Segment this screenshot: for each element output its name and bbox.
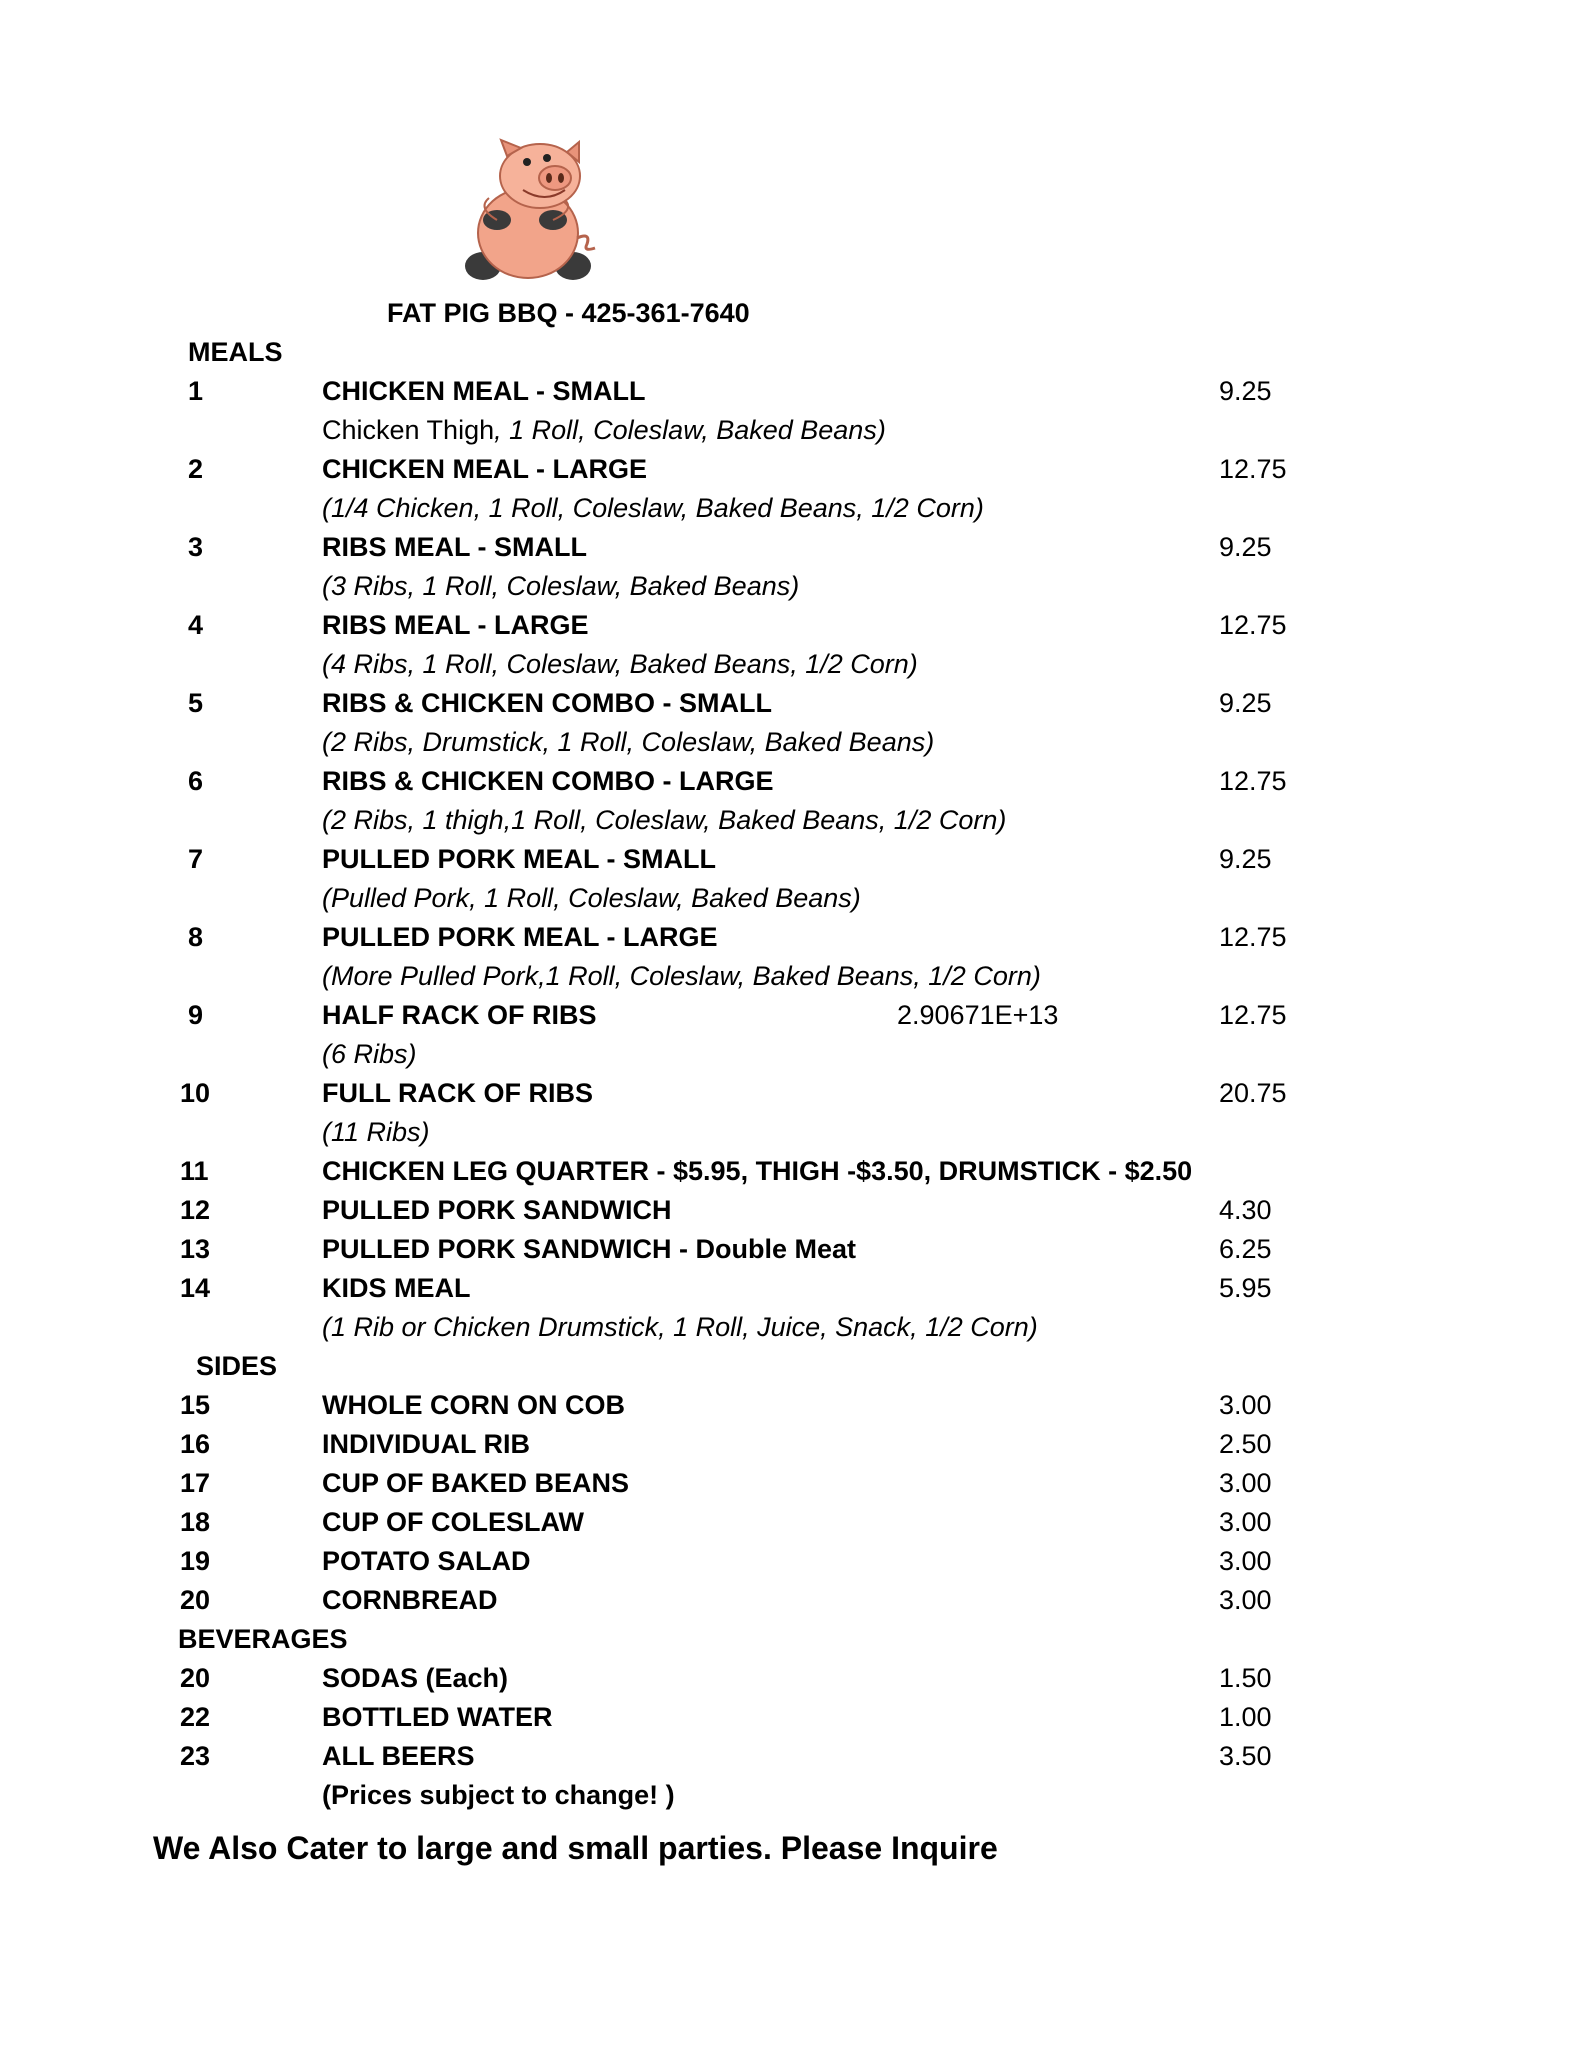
item-price: 5.95: [1219, 1273, 1272, 1303]
cartoon-pig-icon: [455, 138, 615, 288]
item-price: 3.00: [1219, 1507, 1272, 1537]
item-price: 9.25: [1219, 688, 1272, 718]
item-price: 20.75: [1219, 1078, 1287, 1108]
item-name: RIBS & CHICKEN COMBO - LARGE: [322, 766, 774, 796]
item-number: 5: [188, 688, 204, 718]
item-price: 2.50: [1219, 1429, 1272, 1459]
item-name: RIBS MEAL - LARGE: [322, 610, 589, 640]
item-number: 7: [188, 844, 204, 874]
section-heading-beverages: BEVERAGES: [178, 1624, 348, 1654]
item-price: 1.50: [1219, 1663, 1272, 1693]
item-number: 3: [188, 532, 204, 562]
item-number: 2: [188, 454, 204, 484]
item-description: (More Pulled Pork,1 Roll, Coleslaw, Baked Beans, 1/2 Corn): [322, 961, 1041, 991]
item-description: (4 Ribs, 1 Roll, Coleslaw, Baked Beans, 1/2 Corn): [322, 649, 918, 679]
item-price: 3.00: [1219, 1390, 1272, 1420]
catering-footer: We Also Cater to large and small parties. Please Inquire: [153, 1830, 998, 1866]
page-title: FAT PIG BBQ - 425-361-7640: [387, 298, 750, 328]
item-price: 12.75: [1219, 1000, 1287, 1030]
item-name: CHICKEN LEG QUARTER - $5.95, THIGH -$3.50, DRUMSTICK - $2.50: [322, 1156, 1193, 1186]
item-name: HALF RACK OF RIBS: [322, 1000, 597, 1030]
item-name: SODAS (Each): [322, 1663, 509, 1693]
item-number: 14: [180, 1273, 211, 1303]
item-number: 22: [180, 1702, 211, 1732]
item-price: 9.25: [1219, 844, 1272, 874]
item-number: 16: [180, 1429, 211, 1459]
item-description: Chicken Thigh, 1 Roll, Coleslaw, Baked Beans): [322, 415, 886, 445]
item-price: 9.25: [1219, 532, 1272, 562]
item-price: 4.30: [1219, 1195, 1272, 1225]
item-extra-value: 2.90671E+13: [897, 1000, 1059, 1030]
item-name: CUP OF BAKED BEANS: [322, 1468, 630, 1498]
item-number: 23: [180, 1741, 211, 1771]
item-number: 10: [180, 1078, 211, 1108]
item-description: (3 Ribs, 1 Roll, Coleslaw, Baked Beans): [322, 571, 800, 601]
item-number: 4: [188, 610, 204, 640]
item-price: 3.00: [1219, 1546, 1272, 1576]
item-name: CHICKEN MEAL - SMALL: [322, 376, 646, 406]
item-description: (1/4 Chicken, 1 Roll, Coleslaw, Baked Beans, 1/2 Corn): [322, 493, 984, 523]
item-name: PULLED PORK SANDWICH: [322, 1195, 672, 1225]
item-description: (1 Rib or Chicken Drumstick, 1 Roll, Juice, Snack, 1/2 Corn): [322, 1312, 1038, 1342]
item-number: 12: [180, 1195, 211, 1225]
item-number: 1: [188, 376, 204, 406]
item-price: 9.25: [1219, 376, 1272, 406]
item-number: 20: [180, 1663, 211, 1693]
item-name: POTATO SALAD: [322, 1546, 531, 1576]
item-price: 3.00: [1219, 1585, 1272, 1615]
item-number: 8: [188, 922, 204, 952]
item-number: 11: [180, 1156, 209, 1186]
item-name: CHICKEN MEAL - LARGE: [322, 454, 648, 484]
item-name: ALL BEERS: [322, 1741, 475, 1771]
item-number: 18: [180, 1507, 211, 1537]
item-name: RIBS MEAL - SMALL: [322, 532, 587, 562]
item-price: 3.50: [1219, 1741, 1272, 1771]
item-name: PULLED PORK MEAL - LARGE: [322, 922, 718, 952]
item-price: 6.25: [1219, 1234, 1272, 1264]
item-description: (Pulled Pork, 1 Roll, Coleslaw, Baked Beans): [322, 883, 861, 913]
item-price: 12.75: [1219, 766, 1287, 796]
item-number: 20: [180, 1585, 211, 1615]
item-price: 12.75: [1219, 922, 1287, 952]
item-name: RIBS & CHICKEN COMBO - SMALL: [322, 688, 772, 718]
item-description: (2 Ribs, Drumstick, 1 Roll, Coleslaw, Baked Beans): [322, 727, 935, 757]
item-price: 3.00: [1219, 1468, 1272, 1498]
item-number: 15: [180, 1390, 211, 1420]
item-name: BOTTLED WATER: [322, 1702, 553, 1732]
item-price: 12.75: [1219, 454, 1287, 484]
item-number: 9: [188, 1000, 204, 1030]
item-description: (2 Ribs, 1 thigh,1 Roll, Coleslaw, Baked Beans, 1/2 Corn): [322, 805, 1007, 835]
item-name: CORNBREAD: [322, 1585, 498, 1615]
item-price: 1.00: [1219, 1702, 1272, 1732]
item-number: 13: [180, 1234, 211, 1264]
item-name: WHOLE CORN ON COB: [322, 1390, 625, 1420]
item-number: 6: [188, 766, 204, 796]
section-heading-sides: SIDES: [196, 1351, 278, 1381]
item-name: PULLED PORK SANDWICH - Double Meat: [322, 1234, 857, 1264]
price-note: (Prices subject to change! ): [322, 1780, 675, 1810]
item-name: CUP OF COLESLAW: [322, 1507, 585, 1537]
item-name: FULL RACK OF RIBS: [322, 1078, 593, 1108]
item-number: 17: [180, 1468, 211, 1498]
item-description: (11 Ribs): [322, 1117, 430, 1147]
item-name: INDIVIDUAL RIB: [322, 1429, 531, 1459]
item-name: KIDS MEAL: [322, 1273, 471, 1303]
item-name: PULLED PORK MEAL - SMALL: [322, 844, 716, 874]
section-heading-meals: MEALS: [188, 337, 283, 367]
item-number: 19: [180, 1546, 211, 1576]
item-description: (6 Ribs): [322, 1039, 417, 1069]
item-price: 12.75: [1219, 610, 1287, 640]
